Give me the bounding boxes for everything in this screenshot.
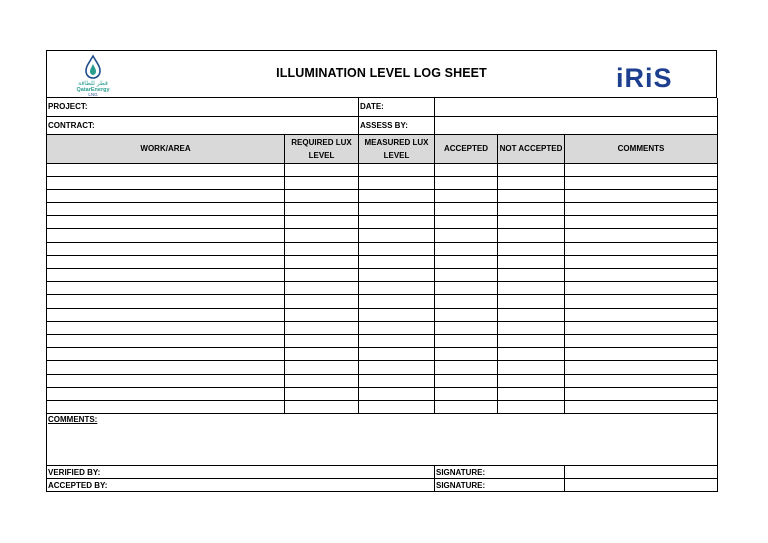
cell-required-lux[interactable] [285,348,359,361]
cell-accepted[interactable] [435,203,498,216]
signature-field-2[interactable] [565,479,718,492]
cell-comments[interactable] [565,282,718,295]
cell-not-accepted[interactable] [498,269,565,282]
cell-accepted[interactable] [435,189,498,202]
cell-measured-lux[interactable] [359,308,435,321]
cell-work-area[interactable] [47,255,285,268]
cell-required-lux[interactable] [285,203,359,216]
logo-sub-text: LNG [88,92,98,96]
table-row [47,295,718,308]
table-row [47,282,718,295]
cell-required-lux[interactable] [285,361,359,374]
log-sheet [46,50,717,492]
cell-not-accepted[interactable] [498,308,565,321]
cell-work-area[interactable] [47,295,285,308]
cell-comments[interactable] [565,189,718,202]
cell-work-area[interactable] [47,348,285,361]
verified-row [47,466,718,479]
table-row [47,308,718,321]
cell-accepted[interactable] [435,242,498,255]
cell-not-accepted[interactable] [498,374,565,387]
cell-required-lux[interactable] [285,163,359,176]
cell-work-area[interactable] [47,282,285,295]
cell-accepted[interactable] [435,229,498,242]
cell-accepted[interactable] [435,348,498,361]
signature-label-2: SIGNATURE: [435,479,565,492]
cell-measured-lux[interactable] [359,203,435,216]
cell-required-lux[interactable] [285,242,359,255]
cell-comments[interactable] [565,361,718,374]
cell-not-accepted[interactable] [498,348,565,361]
table-row [47,374,718,387]
cell-not-accepted[interactable] [498,255,565,268]
cell-not-accepted[interactable] [498,176,565,189]
cell-work-area[interactable] [47,163,285,176]
comments-box[interactable] [47,414,718,466]
cell-measured-lux[interactable] [359,387,435,400]
cell-not-accepted[interactable] [498,216,565,229]
cell-work-area[interactable] [47,308,285,321]
cell-accepted[interactable] [435,216,498,229]
col-header-not-accepted: NOT ACCEPTED [498,134,565,163]
cell-work-area[interactable] [47,242,285,255]
verified-label: VERIFIED BY: [47,466,435,479]
comments-label: COMMENTS: [48,415,98,425]
contract-row [47,116,718,134]
cell-not-accepted[interactable] [498,189,565,202]
cell-comments[interactable] [565,308,718,321]
cell-not-accepted[interactable] [498,229,565,242]
table-row [47,216,718,229]
cell-work-area[interactable] [47,189,285,202]
cell-accepted[interactable] [435,295,498,308]
cell-accepted[interactable] [435,255,498,268]
cell-work-area[interactable] [47,400,285,413]
cell-accepted[interactable] [435,387,498,400]
table-body [47,163,718,414]
col-header-work-area: WORK/AREA [47,134,285,163]
signature-label-1: SIGNATURE: [435,466,565,479]
cell-required-lux[interactable] [285,295,359,308]
cell-measured-lux[interactable] [359,242,435,255]
cell-comments[interactable] [565,269,718,282]
cell-measured-lux[interactable] [359,163,435,176]
cell-measured-lux[interactable] [359,321,435,334]
cell-measured-lux[interactable] [359,176,435,189]
iris-logo-text: iRiS [616,63,673,91]
cell-measured-lux[interactable] [359,189,435,202]
assess-label: ASSESS BY: [359,116,435,134]
cell-work-area[interactable] [47,176,285,189]
cell-accepted[interactable] [435,163,498,176]
accepted-label: ACCEPTED BY: [47,479,435,492]
cell-required-lux[interactable] [285,269,359,282]
comments-row [47,414,718,466]
cell-work-area[interactable] [47,374,285,387]
cell-not-accepted[interactable] [498,203,565,216]
cell-measured-lux[interactable] [359,400,435,413]
cell-work-area[interactable] [47,321,285,334]
cell-measured-lux[interactable] [359,216,435,229]
cell-measured-lux[interactable] [359,374,435,387]
col-header-measured-lux: MEASURED LUX LEVEL [359,134,435,163]
cell-measured-lux[interactable] [359,348,435,361]
table-row [47,163,718,176]
cell-required-lux[interactable] [285,282,359,295]
cell-measured-lux[interactable] [359,334,435,347]
cell-work-area[interactable] [47,334,285,347]
table-row [47,400,718,413]
cell-comments[interactable] [565,216,718,229]
project-row [47,98,718,116]
cell-not-accepted[interactable] [498,242,565,255]
date-field[interactable] [435,98,718,116]
contract-label: CONTRACT: [47,116,359,134]
log-table [46,98,718,492]
table-row [47,255,718,268]
cell-accepted[interactable] [435,374,498,387]
cell-comments[interactable] [565,176,718,189]
cell-comments[interactable] [565,387,718,400]
table-row [47,348,718,361]
cell-not-accepted[interactable] [498,282,565,295]
col-header-comments: COMMENTS [565,134,718,163]
cell-not-accepted[interactable] [498,163,565,176]
cell-not-accepted[interactable] [498,321,565,334]
col-header-accepted: ACCEPTED [435,134,498,163]
cell-work-area[interactable] [47,269,285,282]
table-row [47,387,718,400]
date-label: DATE: [359,98,435,116]
table-row [47,269,718,282]
cell-required-lux[interactable] [285,308,359,321]
cell-accepted[interactable] [435,282,498,295]
cell-work-area[interactable] [47,387,285,400]
cell-not-accepted[interactable] [498,334,565,347]
cell-accepted[interactable] [435,269,498,282]
cell-required-lux[interactable] [285,400,359,413]
table-row [47,321,718,334]
cell-required-lux[interactable] [285,229,359,242]
cell-comments[interactable] [565,242,718,255]
cell-required-lux[interactable] [285,255,359,268]
cell-comments[interactable] [565,163,718,176]
signature-field-1[interactable] [565,466,718,479]
iris-logo [616,63,694,96]
project-label: PROJECT: [47,98,359,116]
cell-accepted[interactable] [435,308,498,321]
column-header-row [47,134,718,163]
cell-required-lux[interactable] [285,334,359,347]
cell-comments[interactable] [565,229,718,242]
cell-measured-lux[interactable] [359,269,435,282]
table-row [47,229,718,242]
cell-work-area[interactable] [47,203,285,216]
cell-not-accepted[interactable] [498,387,565,400]
cell-comments[interactable] [565,374,718,387]
cell-accepted[interactable] [435,400,498,413]
cell-comments[interactable] [565,255,718,268]
cell-comments[interactable] [565,334,718,347]
cell-comments[interactable] [565,203,718,216]
cell-required-lux[interactable] [285,176,359,189]
logo-arabic-text: قطر للطاقة [78,80,108,87]
cell-measured-lux[interactable] [359,282,435,295]
cell-measured-lux[interactable] [359,229,435,242]
cell-comments[interactable] [565,321,718,334]
cell-comments[interactable] [565,400,718,413]
cell-required-lux[interactable] [285,374,359,387]
table-row [47,176,718,189]
cell-accepted[interactable] [435,321,498,334]
col-header-required-lux: REQUIRED LUX LEVEL [285,134,359,163]
logo-english-text: QatarEnergy [76,87,110,93]
cell-work-area[interactable] [47,361,285,374]
assess-field[interactable] [435,116,718,134]
cell-accepted[interactable] [435,176,498,189]
table-row [47,334,718,347]
page-title: ILLUMINATION LEVEL LOG SHEET [276,66,487,80]
cell-not-accepted[interactable] [498,400,565,413]
cell-measured-lux[interactable] [359,295,435,308]
cell-comments[interactable] [565,295,718,308]
cell-work-area[interactable] [47,229,285,242]
cell-measured-lux[interactable] [359,361,435,374]
cell-required-lux[interactable] [285,321,359,334]
cell-work-area[interactable] [47,216,285,229]
cell-required-lux[interactable] [285,387,359,400]
cell-not-accepted[interactable] [498,295,565,308]
cell-not-accepted[interactable] [498,361,565,374]
table-row [47,189,718,202]
accepted-row [47,479,718,492]
sheet-header [46,50,717,98]
cell-comments[interactable] [565,348,718,361]
cell-required-lux[interactable] [285,189,359,202]
cell-required-lux[interactable] [285,216,359,229]
cell-accepted[interactable] [435,361,498,374]
cell-accepted[interactable] [435,334,498,347]
table-row [47,361,718,374]
table-row [47,242,718,255]
cell-measured-lux[interactable] [359,255,435,268]
table-row [47,203,718,216]
